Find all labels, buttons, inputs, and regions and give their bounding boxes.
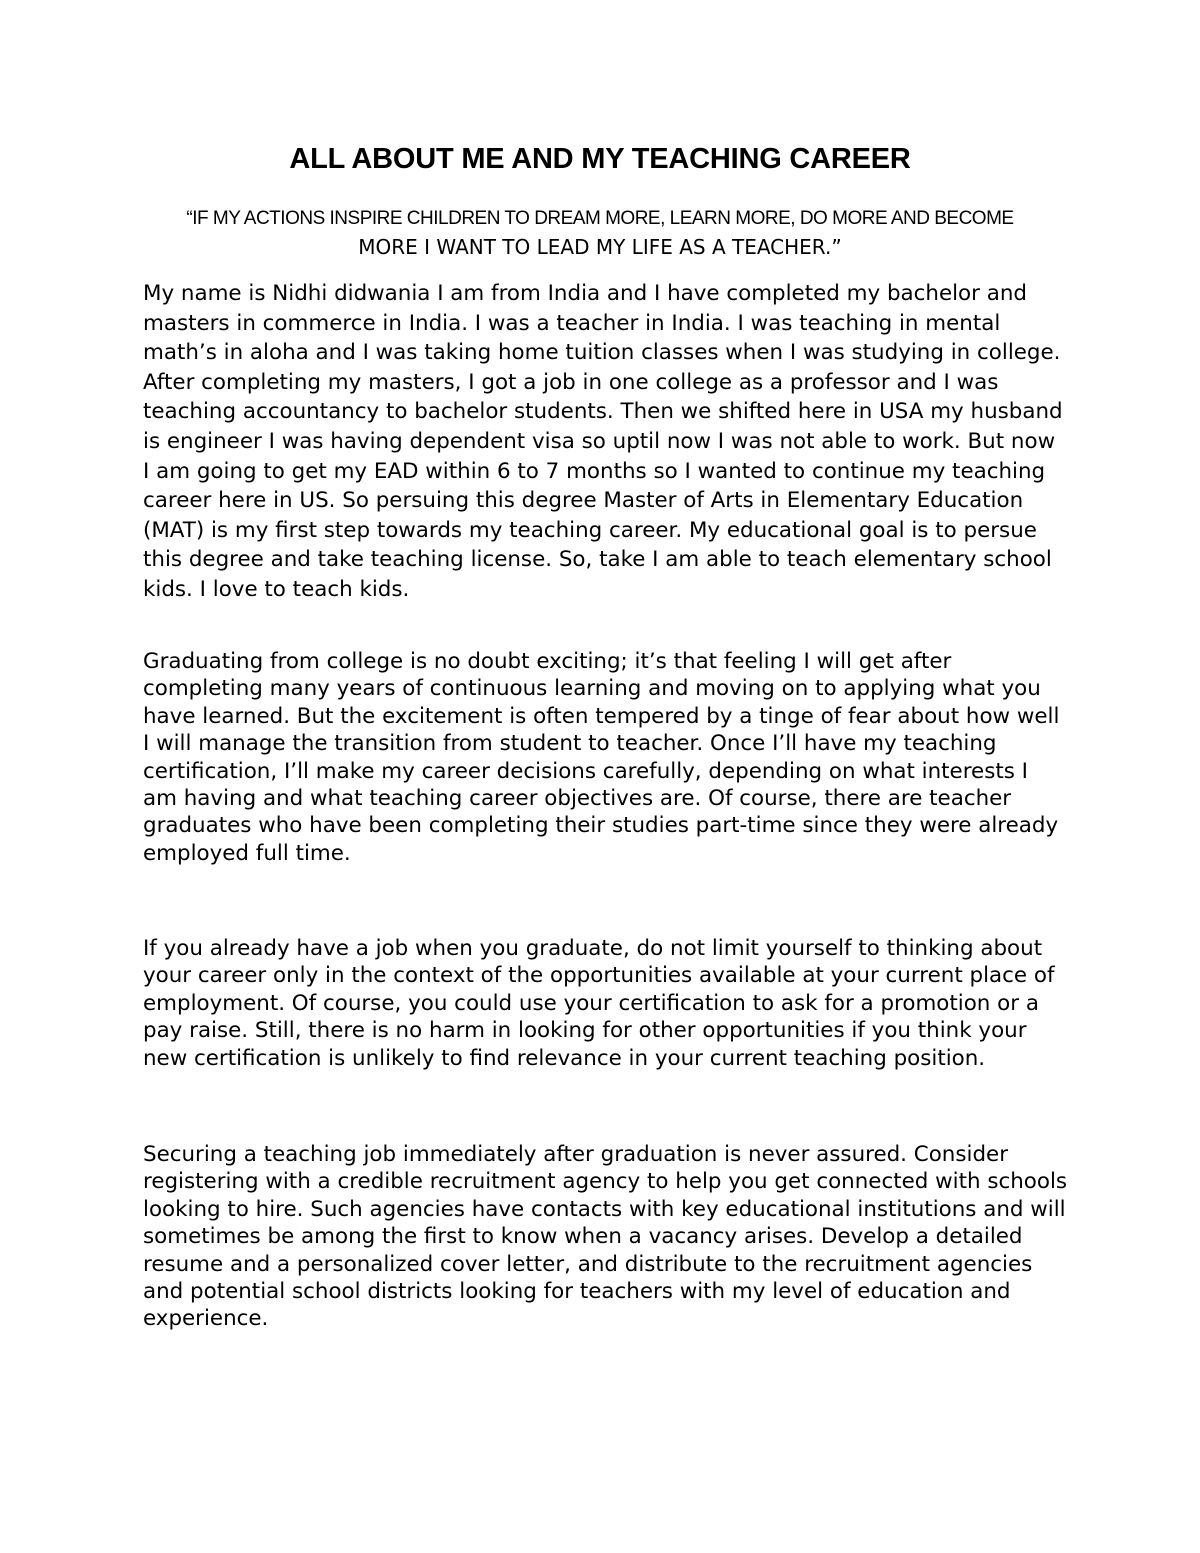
teaching-quote [120,205,1080,262]
quote-line-1: “IF MY ACTIONS INSPIRE CHILDREN TO DREAM MORE, LEARN MORE, DO MORE AND BECOME [186,208,1014,229]
paragraph-existing-job: If you already have a job when you graduate, do not limit yourself to thinking about your career only in the context of the opportunities available at your current place of employment. Of course, you could use your certification to ask for a promotion or a pay raise. Still, there is no harm in looking for other opportunities if you think your new certification is unlikely to find relevance in your current teaching position. [143,936,1055,1071]
paragraph-introduction: My name is Nidhi didwania I am from India and I have completed my bachelor and masters in commerce in India. I was a teacher in India. I was teaching in mental math’s in aloha and I was taking home tuition classes when I was studying in college. After completing my masters, I got a job in one college as a professor and I was teaching accountancy to bachelor students. Then we shifted here in USA my husband is engineer I was having dependent visa so uptil now I was not able to work. But now I am going to get my EAD within 6 to 7 months so I wanted to continue my teaching career here in US. So persuing this degree Master of Arts in Elementary Education (MAT) is my first step towards my teaching career. My educational goal is to persue this degree and take teaching license. So, take I am able to teach elementary school kids. I love to teach kids. [143,281,1063,602]
quote-line-2: MORE I WANT TO LEAD MY LIFE AS A TEACHER.” [358,235,842,259]
document-title: ALL ABOUT ME AND MY TEACHING CAREER [289,143,911,175]
paragraph-graduating: Graduating from college is no doubt exciting; it’s that feeling I will get after completing many years of continuous learning and moving on to applying what you have learned. But the excitement is often tempered by a tinge of fear about how well I will manage the transition from student to teacher. Once I’ll have my teaching certification, I’ll make my career decisions carefully, depending on what interests I am having and what teaching career objectives are. Of course, there are teacher graduates who have been completing their studies part-time since they were already employed full time. [143,649,1060,866]
paragraph-job-search: Securing a teaching job immediately after graduation is never assured. Consider registering with a credible recruitment agency to help you get connected with schools looking to hire. Such agencies have contacts with key educational institutions and will sometimes be among the first to know when a vacancy arises. Develop a detailed resume and a personalized cover letter, and distribute to the recruitment agencies and potential school districts looking for teachers with my level of education and experience. [143,1142,1068,1332]
